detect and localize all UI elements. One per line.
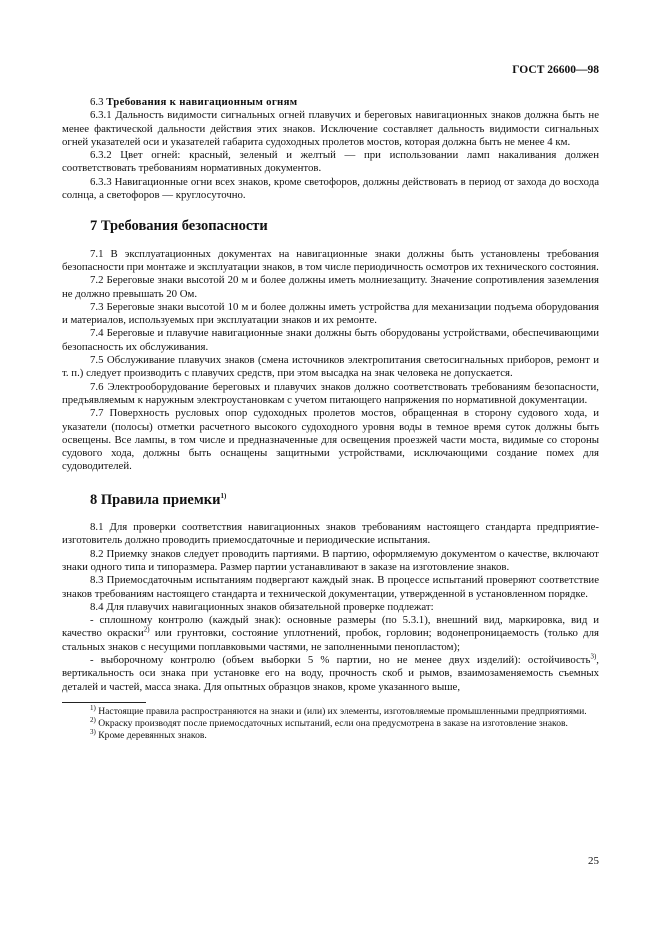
page-content [62,96,599,742]
subsection-number: 6.3 [90,96,104,108]
footnote-ref-2[interactable]: 2) [143,625,150,634]
footnote-3: $^{3)}$ Кроме деревянных знаков. [90,727,207,741]
section-7-heading: 7 Требования безопасности [90,218,268,235]
footnote-ref-1[interactable]: 1) [220,491,227,500]
list-item-continuous-control: - сплошному контролю (каждый знак): основные размеры (по 5.3.1), внешний вид, маркировка, вид и качество окраски$^{2)}$ или грунтовки, состояние уплотнений, пробок, горловин; водонепроницаемость (только для стальных знаков с несущими поплавковыми частями, не заполненными пенопластом); [62,614,600,653]
footnote-divider [62,702,146,703]
paragraph-7-7: 7.7 Поверхность русловых опор судоходных пролетов мостов, обращенная в сторону судового хода, и указатели (полосы) отметки расчетного высокого судоходного уровня воды в темное время суток должны быть освещены. Все лампы, в том числе и предназначенные для освещения проезжей части моста, видимые со стороны судового хода, должны быть оснащены защитными устройствами, исключающими создание помех для судоводителей. [62,407,599,473]
paragraph-8-1: 8.1 Для проверки соответствия навигационных знаков требованиям настоящего стандарта предприятие-изготовитель должно проводить приемосдаточные и периодические испытания. [62,521,599,547]
page-number: 25 [588,855,599,867]
section-8-title: 8 Правила приемки [90,491,221,508]
paragraph-7-4: 7.4 Береговые и плавучие навигационные знаки должны быть оборудованы устройствами, обеспечивающими безопасность их обслуживания. [62,327,599,353]
paragraph-6-3-3: 6.3.3 Навигационные огни всех знаков, кроме светофоров, должны действовать в период от захода до восхода солнца, а светофоров — круглосуточно. [62,175,599,202]
paragraph-6-3-1: 6.3.1 Дальность видимости сигнальных огней плавучих и береговых навигационных знаков должна быть не менее фактической дальности действия этих знаков. Исключение составляет дальность видимости сигнальных огней указателей оси и указателей габарита судоходных пролетов мостов, которая должна быть не менее 4 км. [62,109,599,148]
document-code-header: ГОСТ 26600—98 [512,64,599,76]
list-item-sampling-control: - выборочному контролю (объем выборки 5 % партии, но не менее двух изделий): остойчивость$^{3)}$, вертикальность оси знака при установке его на воду, прочность скоб и рымов, взаимозаменяемость съемных деталей и частей, масса знака. Для опытных образцов знаков, кроме указанного выше, [62,652,599,693]
paragraph-8-4: 8.4 Для плавучих навигационных знаков обязательной проверке подлежат: [90,600,434,613]
subsection-6-3-heading [62,96,599,109]
paragraph-8-3: 8.3 Приемосдаточным испытаниям подвергают каждый знак. В процессе испытаний проверяют соответствие знаков требованиям настоящего стандарта и технической документации, утвержденной в установленном порядке. [62,574,599,600]
footnote-1: $^{1)}$ Настоящие правила распространяются на знаки и (или) их элементы, изготовляемые промышленными предприятиями. [90,703,587,717]
paragraph-7-1: 7.1 В эксплуатационных документах на навигационные знаки должны быть установлены требования безопасности при монтаже и эксплуатации знаков, в том числе периодичность осмотров их технического состояния. [62,247,599,273]
paragraph-7-5: 7.5 Обслуживание плавучих знаков (смена источников электропитания светосигнальных приборов, ремонт и т. п.) следует производить с плавучих средств, при этом высадка на знак человека не допускается. [62,354,599,380]
subsection-title: Требования к навигационным огням [106,96,298,108]
footnote-ref-3[interactable]: 3) [590,652,597,661]
paragraph-7-3: 7.3 Береговые знаки высотой 10 м и более должны иметь устройства для механизации подъема оборудования и материалов, используемых при эксплуатации знаков и их ремонте. [62,300,599,327]
paragraph-6-3-2: 6.3.2 Цвет огней: красный, зеленый и желтый — при использовании ламп накаливания должен соответствовать требованиям нормативных документов. [62,149,599,175]
footnote-2: $^{2)}$ Окраску производят после приемосдаточных испытаний, если она предусмотрена в заказе на изготовление знаков. [90,715,568,729]
paragraph-8-2: 8.2 Приемку знаков следует проводить партиями. В партию, оформляемую документом о качестве, включают знаки одного типа и типоразмера. Размер партии устанавливают в заказе на изготовление знаков. [62,547,599,573]
paragraph-7-2: 7.2 Береговые знаки высотой 20 м и более должны иметь молниезащиту. Значение сопротивления заземления не должно превышать 20 Ом. [62,274,599,300]
paragraph-7-6: 7.6 Электрооборудование береговых и плавучих знаков должно соответствовать требованиям безопасности, предъявляемым к наружным электроустановкам с учетом питающего напряжения по нормативной документации. [62,380,599,406]
section-8-heading [90,491,599,508]
